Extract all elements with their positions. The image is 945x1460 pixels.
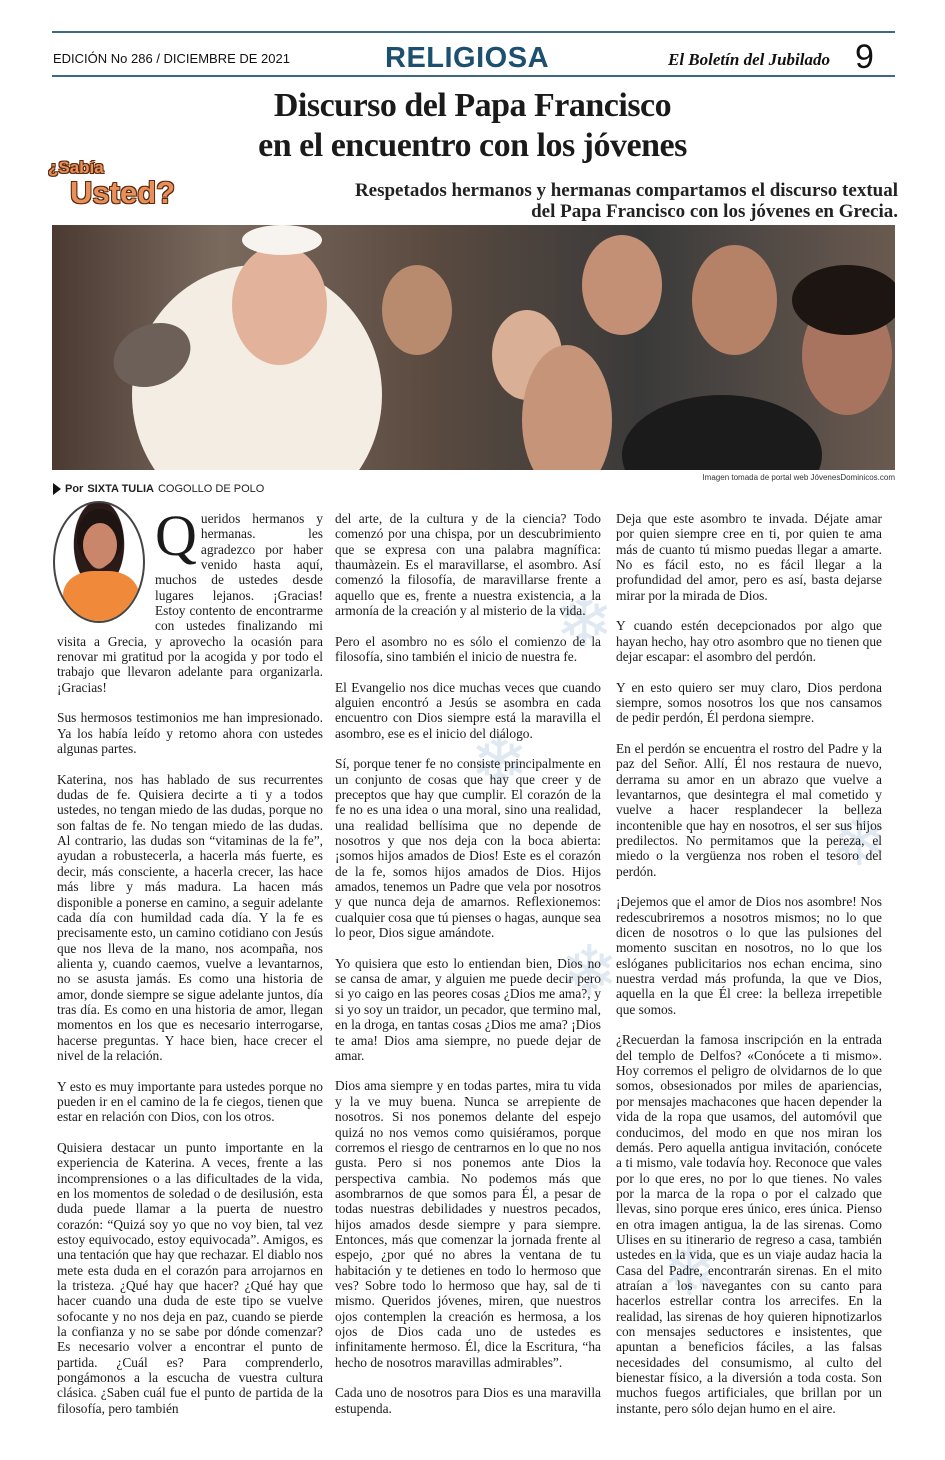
paragraph: Sí, porque tener fe no consiste principalmente en un conjunto de cosas que hay que creer y de preceptos que hay que cumplir. El corazón de la fe no es una idea o una moral, sino una realidad, una realidad bellísima que no depende de nosotros y que nos deja con la boca abierta: ¡somos hijos amados de Dios! Este es el corazón de la fe, somos hijos amados de Dios. Hijos amados, tenemos un Padre que vela por nosotros y que nunca deja de amarnos. Reflexionemos: cualquier cosa que tú pienses o hagas, aunque sea lo peor, Dios sigue amándote. [335,756,601,941]
paragraph: Katerina, nos has hablado de sus recurrentes dudas de fe. Quisiera decirte a ti y a todos ustedes, no tengan miedo de las dudas, porque no son faltas de fe. No tengan miedo de las dudas. Al contrario, las dudas son “vitaminas de la fe”, ayudan a robustecerla, a hacerla más fuerte, es decir, más consciente, a hacerla crecer, las hace más libre y más madura. La hacen más disponible a ponerse en camino, a seguir adelante cada día con humildad cada día. Y la fe es precisamente esto, un camino cotidiano con Jesús que nos lleva de la mano, nos acompaña, nos alienta y, cuando caemos, vuelve a levantarnos, no se asusta jamás. Es como una historia de amor, donde siempre se sigue adelante juntos, día tras día. Es como en una historia de amor, llegan momentos en los que es necesario interrogarse, hacerse preguntas. Y hace bien, hace crecer el nivel de la relación. [57,771,323,1063]
column-3 [616,511,882,1431]
snowflake-icon: ❄ [560,934,619,1011]
header-rule [52,75,895,77]
author-surname: COGOLLO DE POLO [157,483,265,495]
author-name: SIXTA TULIA [87,483,154,495]
paragraph: Yo quisiera que esto lo entiendan bien, Dios no se cansa de amar, y alguien me puede decir pero si yo caigo en las peores cosas ¿Dios me ama?, y si yo soy un traidor, un pecador, que termino mal, en la droga, en tantas cosas ¿Dios me ama? ¡Dios te ama! Dios ama siempre, no puede dejar de amar. [335,955,601,1063]
byline [53,483,264,495]
arrow-icon [53,483,61,495]
paragraph: Pero el asombro no es sólo el comienzo de la filosofía, sino también el inicio de nuestra fe. [335,633,601,665]
paragraph: Y cuando estén decepcionados por algo que hayan hecho, hay otro asombro que no tienen que dejar escapar: el asombro del perdón. [616,618,882,665]
edition-info: EDICIÓN No 286 / DICIEMBRE DE 2021 [53,51,290,66]
paragraph: Y en esto quiero ser muy claro, Dios perdona siempre, somos nosotros los que nos cansamos de pedir perdón, Él perdona siempre. [616,679,882,726]
column-1 [57,503,323,1431]
column-2 [335,511,601,1431]
article-title [150,86,795,166]
byline-prefix: Por [65,483,84,495]
paragraph: Y esto es muy importante para ustedes porque no pueden ir en el camino de la fe ciegos, tienen que estar en relación con Dios, con los otros. [57,1078,323,1125]
title-line-2: en el encuentro con los jóvenes [258,127,687,164]
paper-name: El Boletín del Jubilado [668,50,830,69]
paragraph: Sus hermosos testimonios me han impresionado. Ya los había leído y retomo ahora con ustedes algunas partes. [57,710,323,757]
snowflake-icon: ❄ [830,804,889,881]
author-portrait [53,501,145,623]
paragraph: del arte, de la cultura y de la ciencia? Todo comenzó por una chispa, por un descubrimiento que se expresa con una palabra magnífica: thaumàzein. Es el maravillarse, el asombro. Así comenzó la filosofía, de maravillarse frente a aquello que es, frente a nuestra existencia, a la armonía de la creación y al misterio de la vida. [335,511,601,619]
snowflake-icon: ❄ [470,724,529,801]
paragraph: Dios ama siempre y en todas partes, mira tu vida y la ve muy buena. Nunca se arrepiente de nosotros. Si nos ponemos delante del espejo quizá no nos vemos como quisiéramos, porque corremos el riesgo de centrarnos en lo que no nos gusta. Pero si nos ponemos ante Dios la perspectiva cambia. No podemos más que asombrarnos de que somos para Él, a pesar de todas nuestras debilidades y nuestros pecados, hijos amados desde siempre y para siempre. Entonces, más que comenzar la jornada frente al espejo, ¿por qué no abres la ventana de tu habitación y te detienes en todo lo hermoso que ves? Sobre todo lo hermoso que hay, sal de ti mismo. Queridos jóvenes, miren, que nuestros ojos contemplen la creación es hermosa, a los ojos de Dios cada uno de ustedes es infinitamente hermoso. Él, dice la Escritura, “ha hecho de nosotros maravillas admirables”. [335,1078,601,1370]
snowflake-icon: ❄ [555,584,614,661]
paragraph: Quisiera destacar un punto importante en la experiencia de Katerina. A veces, frente a las incomprensiones o a las dificultades de la vida, en los momentos de soledad o de desilusión, esta duda puede llamar a la puerta de nuestro corazón: “Quizá soy yo que no voy bien, tal vez estoy equivocado, estoy equivocada”. Amigos, es una tentación que hay que rechazar. El diablo nos mete esta duda en el corazón para arrojarnos en la tristeza. ¿Qué hay que hacer? ¿Qué hay que hacer cuando una duda de este tipo se vuelve sofocante y no nos deja en paz, cuando se pierde la confianza y no se sabe por dónde comenzar? Es necesario volver a encontrar el punto de partida. ¿Cuál es? Para comprenderlo, pongámonos a la escucha de vuestra cultura clásica. ¿Saben cuál fue el punto de partida de la filosofía, pero también [57,1139,323,1416]
paragraph: Deja que este asombro te invada. Déjate amar por quien siempre cree en ti, por quien te ama más de cuanto tú mismo puedas llegar a amarte. No es fácil esto, no es fácil llegar a la profundidad del amor, pero es así, basta dejarse mirar por la mirada de Dios. [616,511,882,603]
paragraph: En el perdón se encuentra el rostro del Padre y la paz del Señor. Allí, Él nos restaura de nuevo, derrama su amor en un abrazo que vuelve a levantarnos, que desintegra el mal cometido y vuelve a hacer resplandecer la belleza incontenible que hay en nosotros, el ser sus hijos predilectos. No permitamos que la pereza, el miedo o la vergüenza nos roben el tesoro del perdón. [616,741,882,879]
paragraph: ¿Recuerdan la famosa inscripción en la entrada del templo de Delfos? «Conócete a ti mismo». Hoy corremos el peligro de olvidarnos de lo que somos, obsesionados por miles de apariencias, por mensajes machacones que hacen depender la vida de la ropa que usamos, del automóvil que conducimos, del modo en que nos miran los demás. Pero aquella antigua invitación, conócete a ti mismo, vale todavía hoy. Reconoce que vales por lo que eres, no por lo que tienes. No vales por la marca de la ropa o por el calzado que llevas, sino porque eres único, eres única. Pienso en otra imagen antigua, la de las sirenas. Como Ulises en su itinerario de regreso a casa, también ustedes en la vida, que es un viaje audaz hacia la Casa del Padre, encontrarán sirenas. En el mito atraían a los navegantes con su canto para hacerlos estrellar contra los arrecifes. En la realidad, las sirenas de hoy quieren hipnotizarlos con mensajes seductores e insistentes, que apuntan a beneficios fáciles, a las falsas necesidades del consumismo, al culto del bienestar físico, a la diversión a toda costa. Son muchos fuegos artificiales, que brillan por un instante, pero sólo dejan humo en el aire. [616,1032,882,1416]
photo-caption: Imagen tomada de portal web JóvenesDominicos.com [702,473,895,482]
sabia-usted-logo [48,158,175,208]
article-photo [52,225,895,470]
badge-small: ¿Sabía [48,158,104,177]
snowflake-icon: ❄ [660,1234,719,1311]
paragraph: El Evangelio nos dice muchas veces que cuando alguien encontró a Jesús se asombra en cada encuentro con Dios siempre está la maravilla el asombro, ese es el inicio del diálogo. [335,679,601,741]
page-number: 9 [855,38,874,76]
paragraph: ¡Dejemos que el amor de Dios nos asombre! Nos redescubriremos a nosotros mismos; no lo que dicen de nosotros o lo que las pulsiones del momento suscitan en nosotros, no lo que los eslóganes publicitarios nos echan encima, sino nuestra verdad más profunda, la que ve Dios, aquella en la que Él cree: la belleza irrepetible que somos. [616,894,882,1017]
drop-cap: Q [155,503,197,568]
badge-big: Usted? [70,175,176,210]
top-rule [52,31,895,33]
article-subtitle: Respetados hermanos y hermanas compartamos el discurso textual del Papa Francisco con los jóvenes en Grecia. [354,180,898,222]
title-line-1: Discurso del Papa Francisco [273,87,672,124]
paragraph: Cada uno de nosotros para Dios es una maravilla estupenda. [335,1385,601,1416]
section-title: RELIGIOSA [385,42,550,74]
paragraph: Queridos hermanos y hermanas. les agradezco por haber venido hasta aquí, muchos de ustedes desde lugares lejanos. ¡Gracias! Estoy contento de encontrarme con ustedes finalizando mi visita a Grecia, y aprovecho la ocasión para renovar mi gratitud por la acogida y por todo el trabajo que llevaron adelante para organizarla. ¡Gracias! [57,503,323,695]
